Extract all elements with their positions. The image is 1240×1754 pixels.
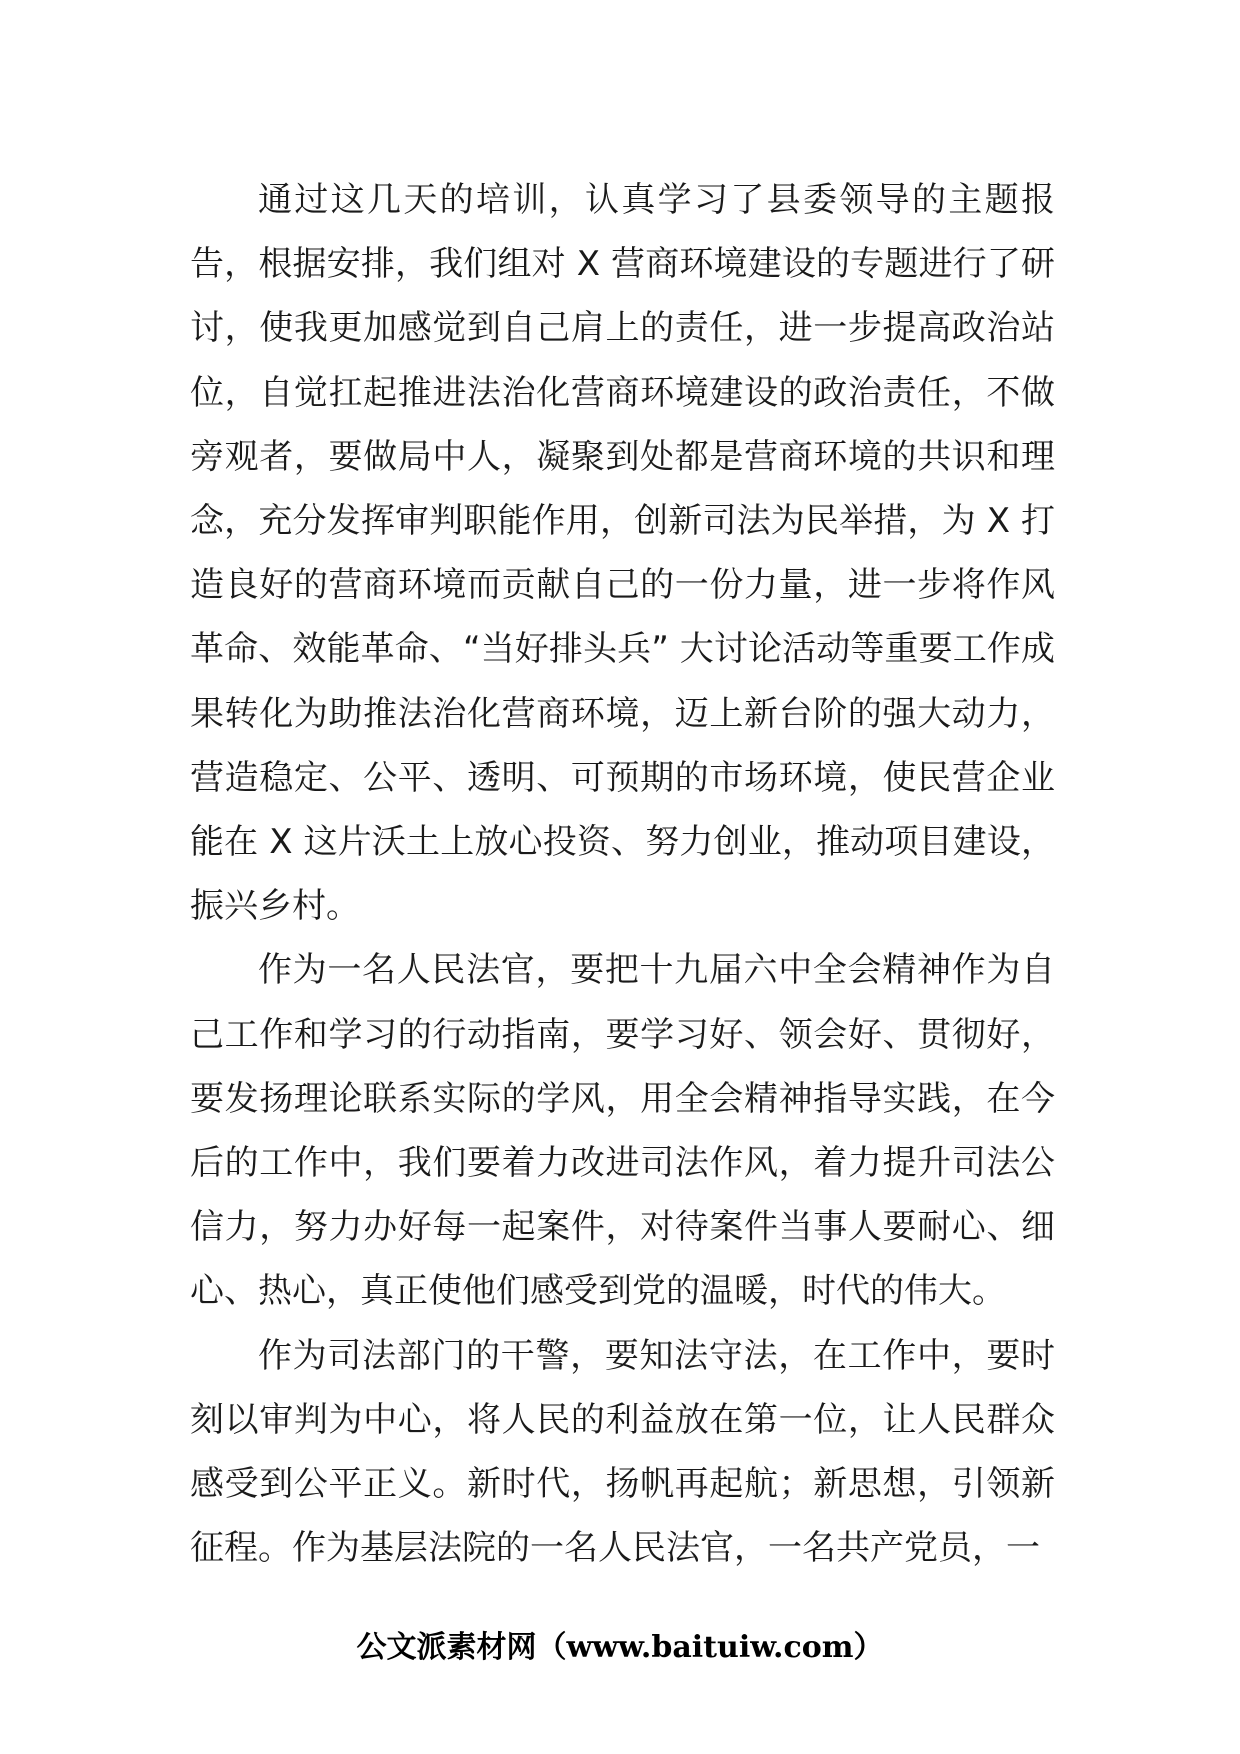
paragraph-1: 通过这几天的培训，认真学习了县委领导的主题报告，根据安排，我们组对 X 营商环境建设的专题进行了研讨，使我更加感觉到自己肩上的责任，进一步提高政治站位，自觉扛起推进法治化营商环境建设的政治责任，不做旁观者，要做局中人，凝聚到处都是营商环境的共识和理念，充分发挥审判职能作用，创新司法为民举措，为 X 打造良好的营商环境而贡献自己的一份力量，进一步将作风革命、效能革命、“当好排头兵” 大讨论活动等重要工作成果转化为助推法治化营商环境，迈上新台阶的强大动力，营造稳定、公平、透明、可预期的市场环境，使民营企业能在 X 这片沃土上放心投资、努力创业，推动项目建设，振兴乡村。 xyxy=(190,180,1055,927)
paragraph-2: 作为一名人民法官，要把十九届六中全会精神作为自己工作和学习的行动指南，要学习好、领会好、贯彻好，要发扬理论联系实际的学风，用全会精神指导实践，在今后的工作中，我们要着力改进司法作风，着力提升司法公信力，努力办好每一起案件，对待案件当事人要耐心、细心、热心，真正使他们感受到党的温暖，时代的伟大。 xyxy=(190,950,1055,1312)
paragraph-3: 作为司法部门的干警，要知法守法，在工作中，要时刻以审判为中心，将人民的利益放在第一位，让人民群众感受到公平正义。新时代，扬帆再起航；新思想，引领新征程。作为基层法院的一名人民法官，一名共产党员，一 xyxy=(190,1335,1055,1569)
document-body xyxy=(190,168,1055,1580)
footer-watermark: 公文派素材网（www.baituiw.com） xyxy=(356,1630,884,1665)
